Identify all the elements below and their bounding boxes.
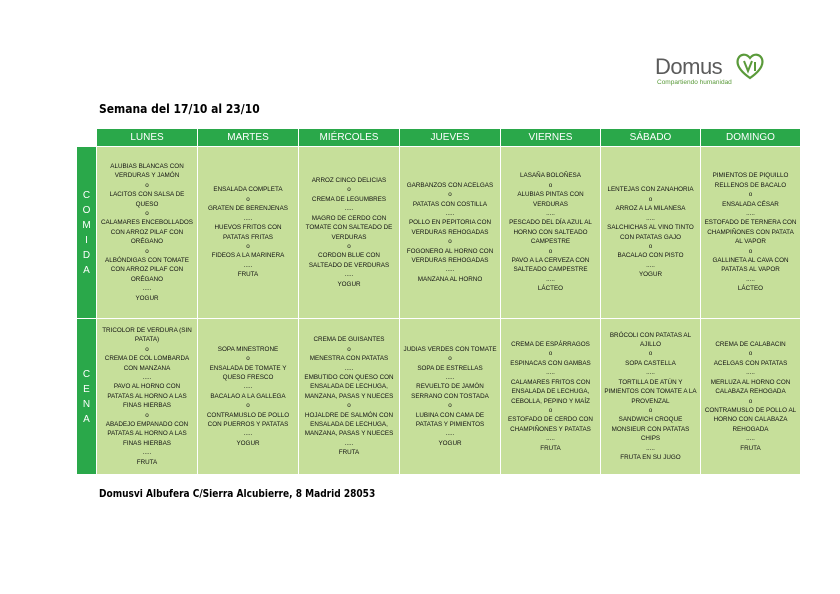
menu-item: FOGONERO AL HORNO CON VERDURAS REHOGADAS bbox=[406, 247, 494, 265]
menu-item: LÁCTEO bbox=[537, 285, 564, 293]
menu-item: BACALAO A LA GALLEGA bbox=[210, 392, 286, 400]
menu-item: PATATAS CON COSTILLA bbox=[412, 200, 488, 208]
menu-item: TORTILLA DE ATÚN Y PIMIENTOS CON TOMATE A LA PROVENZAL bbox=[604, 378, 697, 405]
logo-wordmark: Domus bbox=[655, 54, 723, 79]
menu-item: o bbox=[448, 238, 452, 246]
menu-item: o bbox=[548, 350, 553, 358]
menu-item: YOGUR bbox=[337, 280, 361, 288]
menu-item: ..... bbox=[243, 261, 253, 269]
menu-item: ..... bbox=[546, 275, 555, 283]
menu-item: ..... bbox=[243, 214, 253, 222]
menu-item: ENSALADA DE TOMATE Y QUESO FRESCO bbox=[209, 364, 287, 381]
menu-item: CREMA DE GUISANTES bbox=[313, 336, 385, 344]
menu-item: PAVO A LA CERVEZA CON SALTEADO CAMPESTRE bbox=[511, 257, 590, 274]
day-header-1: MARTES bbox=[198, 129, 299, 147]
menu-item: o bbox=[548, 181, 553, 189]
menu-item: LENTEJAS CON ZANAHORIA bbox=[607, 186, 694, 194]
menu-item: FRUTA bbox=[237, 271, 259, 279]
meal-label-letter: C bbox=[82, 368, 91, 380]
menu-item: MERLUZA AL HORNO CON CALABAZA REHOGADA bbox=[710, 378, 791, 396]
menu-item: o bbox=[648, 406, 653, 414]
menu-item: SOPA MINESTRONE bbox=[217, 345, 279, 353]
menu-item: ..... bbox=[344, 271, 354, 279]
menu-item: ..... bbox=[546, 369, 555, 377]
menu-item: ..... bbox=[646, 261, 655, 269]
menu-item: CREMA DE COL LOMBARDA CON MANZANA bbox=[104, 355, 190, 372]
menu-item: LÁCTEO bbox=[737, 285, 764, 293]
menu-item: ..... bbox=[344, 205, 354, 213]
menu-cell bbox=[198, 147, 299, 319]
menu-item: ..... bbox=[646, 369, 655, 377]
footer-address: Domusvi Albufera C/Sierra Alcubierre, 8 Madrid 28053 bbox=[99, 488, 376, 500]
menu-item: ALUBIAS BLANCAS CON VERDURAS Y JAMÓN bbox=[110, 162, 184, 180]
menu-item: PESCADO DEL DÍA AZUL AL HORNO CON SALTEADO CAMPESTRE bbox=[509, 219, 592, 246]
menu-item: FRUTA bbox=[740, 444, 761, 452]
menu-item: ..... bbox=[746, 369, 755, 377]
meal-label-letter: N bbox=[82, 398, 91, 410]
meal-label-letter: C bbox=[82, 189, 91, 201]
menu-item: PAVO AL HORNO CON PATATAS AL HORNO A LAS FINAS HIERBAS bbox=[107, 383, 187, 410]
menu-item: o bbox=[448, 191, 452, 199]
menu-item: ..... bbox=[646, 444, 655, 452]
menu-item: ARROZ A LA MILANESA bbox=[615, 205, 686, 213]
day-header-2: MIÉRCOLES bbox=[299, 129, 400, 147]
menu-item: o bbox=[648, 242, 653, 250]
menu-item: SALCHICHAS AL VINO TINTO CON PATATAS GAJO bbox=[607, 224, 694, 241]
menu-item: ARROZ CINCO DELICIAS bbox=[311, 177, 387, 185]
menu-item: FIDEOS A LA MARINERA bbox=[211, 252, 285, 260]
menu-item: FRUTA bbox=[136, 458, 158, 466]
meal-label-letter: M bbox=[82, 219, 91, 231]
menu-cell bbox=[601, 319, 701, 475]
menu-cell bbox=[299, 147, 400, 319]
menu-item: LUBINA CON CAMA DE PATATAS Y PIMIENTOS bbox=[415, 411, 485, 429]
menu-cell bbox=[400, 147, 501, 319]
logo-tagline: Compartiendo humanidad bbox=[657, 79, 732, 86]
menu-item: CONTRAMUSLO DE POLLO AL HORNO CON CALABAZA REHOGADA bbox=[704, 406, 797, 433]
menu-item: PIMIENTOS DE PIQUILLO RELLENOS DE BACALO bbox=[712, 172, 789, 189]
meal-label bbox=[77, 147, 97, 319]
menu-item: ALBÓNDIGAS CON TOMATE CON ARROZ PILAF CON ORÉGANO bbox=[105, 257, 189, 283]
meal-row-1 bbox=[77, 319, 801, 475]
day-header-0: LUNES bbox=[97, 129, 198, 147]
menu-item: FRUTA bbox=[540, 444, 561, 452]
menu-cell bbox=[97, 319, 198, 475]
menu-cell bbox=[299, 319, 400, 475]
menu-cell bbox=[501, 319, 601, 475]
menu-item: ..... bbox=[142, 373, 152, 381]
menu-item: ..... bbox=[546, 435, 555, 443]
menu-item: TRICOLOR DE VERDURA (SIN PATATA) bbox=[102, 326, 192, 344]
menu-item: ESTOFADO DE CERDO CON CHAMPIÑONES Y PATATAS bbox=[508, 416, 593, 433]
menu-item: o bbox=[246, 355, 250, 363]
menu-item: ..... bbox=[344, 439, 354, 447]
menu-item: o bbox=[246, 402, 250, 410]
menu-item: ..... bbox=[445, 266, 455, 274]
menu-item: ..... bbox=[746, 275, 755, 283]
menu-item: o bbox=[648, 350, 653, 358]
menu-item: o bbox=[748, 397, 753, 405]
menu-item: o bbox=[648, 195, 653, 203]
menu-cell bbox=[601, 147, 701, 319]
menu-item: ALUBIAS PINTAS CON VERDURAS bbox=[517, 191, 584, 208]
menu-item: MAGRO DE CERDO CON TOMATE CON SALTEADO DE VERDURAS bbox=[305, 214, 393, 241]
menu-item: POLLO EN PEPITORIA CON VERDURAS REHOGADAS bbox=[408, 219, 492, 236]
menu-cell bbox=[97, 147, 198, 319]
menu-item: CREMA DE LEGUMBRES bbox=[311, 195, 387, 203]
meal-label-letter: A bbox=[83, 413, 90, 425]
menu-item: SANDWICH CROQUE MONSIEUR CON PATATAS CHIPS bbox=[611, 416, 690, 443]
menu-item: ..... bbox=[142, 285, 152, 293]
menu-item: o bbox=[145, 411, 149, 419]
menu-item: ENSALADA COMPLETA bbox=[213, 186, 283, 194]
menu-item: FRUTA bbox=[338, 449, 360, 457]
menu-item: o bbox=[246, 195, 250, 203]
menu-item: YOGUR bbox=[135, 294, 159, 302]
menu-item: ..... bbox=[646, 214, 655, 222]
menu-item: SOPA DE ESTRELLAS bbox=[417, 364, 483, 372]
menu-item: ..... bbox=[445, 430, 455, 438]
menu-item: ..... bbox=[243, 383, 253, 391]
menu-item: ..... bbox=[746, 209, 755, 217]
menu-item: o bbox=[145, 209, 149, 217]
menu-item: ENSALADA CÉSAR bbox=[722, 200, 779, 208]
menu-item: o bbox=[347, 402, 351, 410]
menu-item: GRATEN DE BERENJENAS bbox=[207, 205, 288, 213]
menu-item: GARBANZOS CON ACELGAS bbox=[406, 181, 494, 189]
menu-item: CALAMARES FRITOS CON ENSALADA DE LECHUGA, CEBOLLA, PEPINO Y MAÍZ bbox=[510, 378, 591, 405]
day-header-5: SÁBADO bbox=[601, 129, 701, 147]
menu-item: BRÓCOLI CON PATATAS AL AJILLO bbox=[609, 331, 692, 349]
day-header-row bbox=[77, 129, 801, 147]
menu-item: BACALAO CON PISTO bbox=[617, 252, 684, 260]
week-title: Semana del 17/10 al 23/10 bbox=[99, 101, 260, 116]
menu-cell bbox=[198, 319, 299, 475]
meal-label-letter: E bbox=[83, 383, 90, 395]
menu-item: ESPINACAS CON GAMBAS bbox=[510, 359, 591, 367]
menu-item: ..... bbox=[445, 373, 455, 381]
menu-item: o bbox=[448, 402, 452, 410]
menu-item: REVUELTO DE JAMÓN SERRANO CON TOSTADA bbox=[411, 383, 489, 400]
menu-item: o bbox=[748, 350, 753, 358]
heart-vi-icon bbox=[735, 52, 765, 80]
menu-item: o bbox=[748, 247, 753, 255]
menu-item: CONTRAMUSLO DE POLLO CON PUERROS Y PATATAS bbox=[206, 411, 290, 429]
menu-cell bbox=[400, 319, 501, 475]
menu-item: ACELGAS CON PATATAS bbox=[713, 359, 788, 367]
meal-label-letter: I bbox=[85, 234, 88, 246]
menu-item: CREMA DE CALABACIN bbox=[715, 341, 786, 349]
menu-item: ABADEJO EMPANADO CON PATATAS AL HORNO A LAS FINAS HIERBAS bbox=[105, 421, 189, 447]
meal-label-letter: D bbox=[82, 249, 91, 261]
menu-item: GALLINETA AL CAVA CON PATATAS AL VAPOR bbox=[712, 257, 789, 274]
menu-cell bbox=[501, 147, 601, 319]
weekly-menu-table bbox=[76, 128, 801, 475]
meal-label-letter: A bbox=[83, 264, 90, 276]
menu-item: FRUTA EN SU JUGO bbox=[620, 453, 681, 461]
menu-item: YOGUR bbox=[438, 439, 462, 447]
domusvi-logo bbox=[655, 52, 770, 92]
menu-cell bbox=[701, 147, 801, 319]
menu-item: o bbox=[548, 247, 553, 255]
menu-item: LASAÑA BOLOÑESA bbox=[520, 172, 581, 180]
menu-item: MANZANA AL HORNO bbox=[417, 275, 483, 283]
menu-item: o bbox=[246, 242, 250, 250]
menu-item: YOGUR bbox=[236, 439, 260, 447]
meal-row-0 bbox=[77, 147, 801, 319]
day-header-4: VIERNES bbox=[501, 129, 601, 147]
menu-item: o bbox=[347, 242, 351, 250]
menu-item: MENESTRA CON PATATAS bbox=[309, 355, 389, 363]
menu-item: CORDON BLUE CON SALTEADO DE VERDURAS bbox=[308, 252, 390, 269]
menu-item: o bbox=[145, 181, 149, 189]
menu-item: ..... bbox=[142, 449, 152, 457]
menu-item: LACITOS CON SALSA DE QUESO bbox=[109, 191, 185, 208]
menu-item: o bbox=[748, 191, 753, 199]
menu-item: EMBUTIDO CON QUESO CON ENSALADA DE LECHUGA, MANZANA, PASAS Y NUECES bbox=[304, 373, 394, 400]
menu-item: ..... bbox=[746, 435, 755, 443]
menu-item: YOGUR bbox=[638, 271, 663, 279]
meal-label-letter: O bbox=[82, 204, 91, 216]
menu-item: ..... bbox=[344, 364, 354, 372]
menu-item: CREMA DE ESPÁRRAGOS bbox=[511, 341, 590, 349]
menu-item: SOPA CASTELLA bbox=[625, 359, 676, 367]
menu-item: o bbox=[548, 406, 553, 414]
menu-item: ESTOFADO DE TERNERA CON CHAMPIÑONES CON PATATA AL VAPOR bbox=[704, 219, 797, 246]
meal-label bbox=[77, 319, 97, 475]
menu-item: ..... bbox=[546, 209, 555, 217]
day-header-6: DOMINGO bbox=[701, 129, 801, 147]
menu-item: HUEVOS FRITOS CON PATATAS FRITAS bbox=[214, 224, 282, 241]
menu-cell bbox=[701, 319, 801, 475]
menu-item: CALAMARES ENCEBOLLADOS CON ARROZ PILAF CON ORÉGANO bbox=[100, 219, 194, 246]
corner-cell bbox=[77, 129, 97, 147]
menu-item: o bbox=[347, 345, 351, 353]
menu-item: o bbox=[145, 345, 149, 353]
menu-item: o bbox=[448, 355, 452, 363]
menu-item: o bbox=[347, 186, 351, 194]
menu-item: o bbox=[145, 247, 149, 255]
menu-item: ..... bbox=[445, 209, 455, 217]
menu-item: HOJALDRE DE SALMÓN CON ENSALADA DE LECHUGA, MANZANA, PASAS Y NUECES bbox=[304, 411, 394, 438]
day-header-3: JUEVES bbox=[400, 129, 501, 147]
menu-item: ..... bbox=[243, 430, 253, 438]
menu-item: JUDIAS VERDES CON TOMATE bbox=[403, 345, 497, 353]
